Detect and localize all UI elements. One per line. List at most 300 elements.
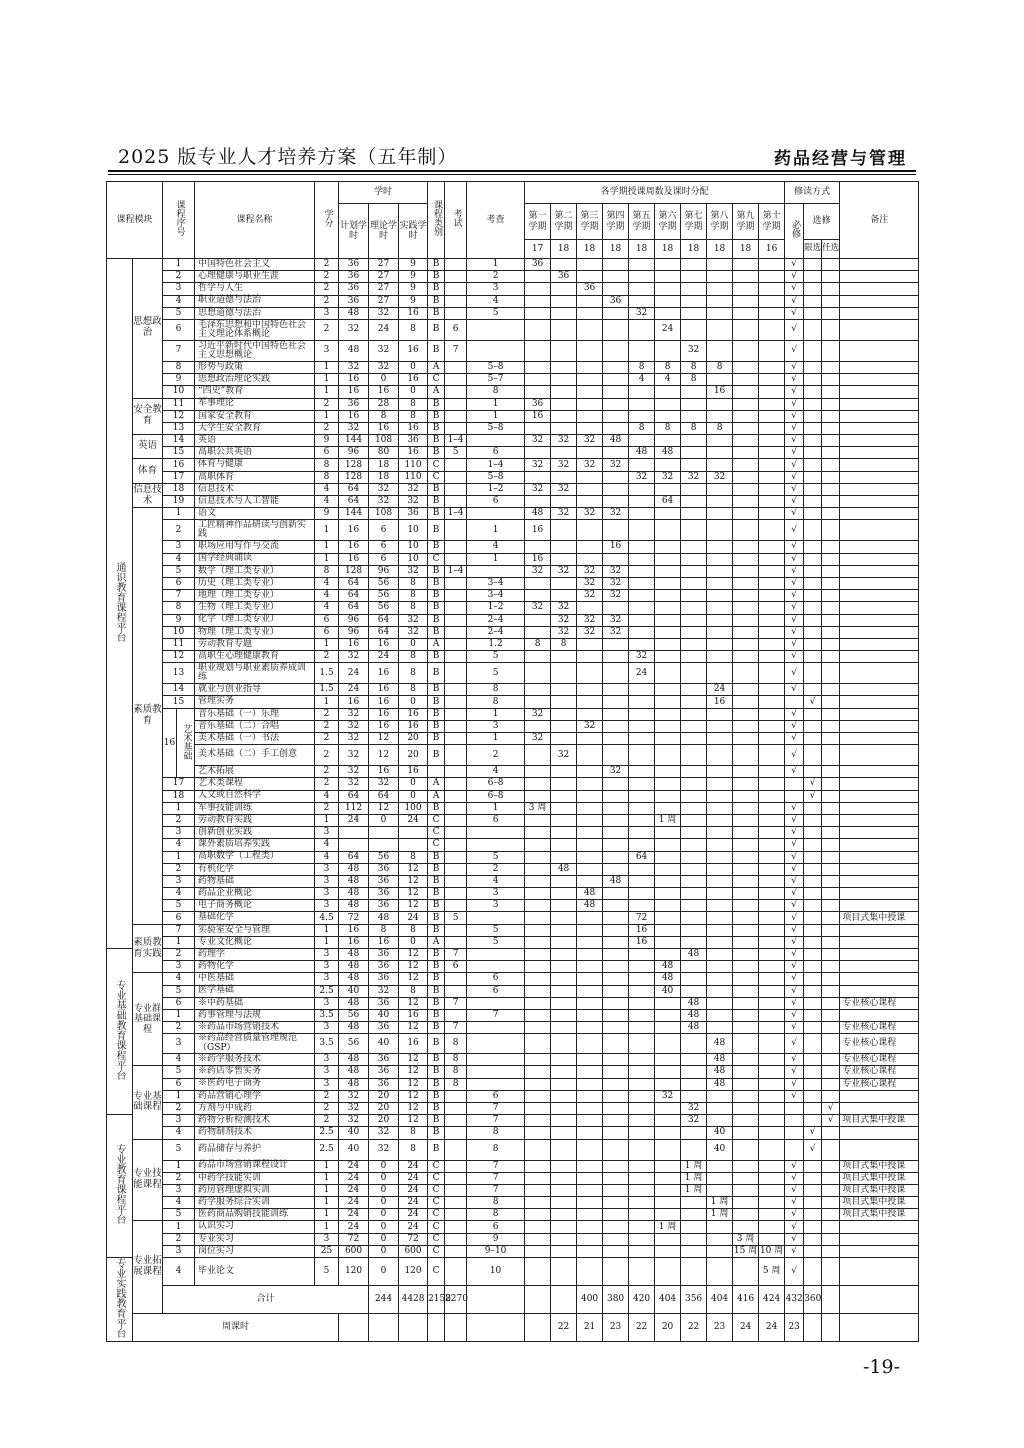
semester-cell [733, 720, 759, 732]
semester-cell: 32 [603, 565, 629, 577]
semester-cell [603, 520, 629, 541]
semester-cell: 48 [707, 1054, 733, 1066]
course-name: 劳动教育专题 [195, 638, 315, 650]
hours-cell: 8 [399, 651, 428, 663]
semester-cell [681, 1054, 707, 1066]
semester-cell [655, 790, 681, 802]
semester-cell [551, 374, 577, 386]
semester-cell [707, 271, 733, 283]
header-semester-3: 第三学期 [577, 204, 603, 240]
category-cell: B [428, 1022, 445, 1034]
semester-cell [577, 1078, 603, 1090]
required-cell: √ [785, 471, 804, 483]
remark-cell [840, 802, 919, 814]
semester-cell [551, 541, 577, 553]
semester-cell [603, 1139, 629, 1160]
required-cell: √ [785, 435, 804, 447]
exam-cell [445, 1258, 467, 1286]
semester-cell [603, 1233, 629, 1245]
required-cell: √ [785, 1172, 804, 1184]
remark-cell [840, 1258, 919, 1286]
semester-cell [577, 1209, 603, 1221]
semester-cell [525, 1197, 551, 1209]
check-cell: 6 [467, 973, 525, 985]
hours-cell: 48 [339, 900, 369, 912]
credit-cell: 2 [315, 651, 339, 663]
semester-cell [759, 283, 785, 295]
category-cell: B [428, 520, 445, 541]
semester-cell [733, 541, 759, 553]
semester-cell [707, 924, 733, 936]
hours-cell: 12 [399, 973, 428, 985]
optional-elective-cell [822, 790, 840, 802]
category-cell: B [428, 410, 445, 422]
semester-cell: 32 [629, 471, 655, 483]
semester-cell [629, 745, 655, 766]
semester-cell [525, 386, 551, 398]
limited-elective-cell [804, 626, 822, 638]
semester-cell [655, 708, 681, 720]
semester-cell [759, 565, 785, 577]
category-cell: C [428, 1209, 445, 1221]
semester-cell [525, 720, 551, 732]
hours-cell: 18 [369, 459, 399, 471]
course-seq: 6 [163, 319, 195, 340]
optional-elective-cell [822, 307, 840, 319]
hours-cell: 16 [339, 374, 369, 386]
optional-elective-cell [822, 496, 840, 508]
semester-cell [655, 827, 681, 839]
semester-cell [759, 696, 785, 708]
semester-cell [655, 590, 681, 602]
hours-cell: 32 [369, 361, 399, 373]
semester-cell [577, 398, 603, 410]
course-seq: 6 [163, 912, 195, 924]
semester-cell [629, 614, 655, 626]
hours-cell: 64 [339, 790, 369, 802]
course-seq: 10 [163, 626, 195, 638]
table-row [107, 1102, 919, 1114]
course-seq: 3 [163, 961, 195, 973]
semester-cell [707, 814, 733, 826]
semester-cell: 32 [551, 435, 577, 447]
exam-cell [445, 839, 467, 851]
credit-cell: 2 [315, 295, 339, 307]
semester-cell [681, 259, 707, 271]
semester-cell [525, 295, 551, 307]
remark-cell [840, 696, 919, 708]
remark-cell [840, 520, 919, 541]
semester-cell [577, 1009, 603, 1021]
course-name: 劳动教育实践 [195, 814, 315, 826]
semester-cell: 10 周 [759, 1245, 784, 1256]
semester-cell [733, 307, 759, 319]
semester-cell [629, 839, 655, 851]
remark-cell [840, 541, 919, 553]
hours-cell: 100 [399, 802, 428, 814]
semester-cell [681, 827, 707, 839]
total-row-cell: 2158 [428, 1286, 445, 1314]
exam-cell [445, 295, 467, 307]
semester-cell: 32 [629, 307, 655, 319]
category-cell: B [428, 973, 445, 985]
weekly-hours-row-cell: 23 [707, 1314, 733, 1342]
semester-cell [707, 1022, 733, 1034]
credit-cell: 1 [315, 1160, 339, 1172]
semester-cell [707, 1233, 733, 1245]
credit-cell: 3 [315, 1066, 339, 1078]
course-seq: 2 [163, 1022, 195, 1034]
exam-cell: 8 [445, 1034, 467, 1054]
limited-elective-cell [804, 973, 822, 985]
semester-cell [759, 271, 785, 283]
course-name: ※药品经营质量管理规范（GSP） [195, 1034, 315, 1054]
check-cell: 3–4 [467, 577, 525, 589]
check-cell: 1 [467, 708, 525, 720]
semester-cell: 1 周 [707, 1209, 733, 1221]
check-cell: 6 [467, 1090, 525, 1102]
table-row [107, 1139, 919, 1160]
category-cell: B [428, 1054, 445, 1066]
course-name: 数学（理工类专业） [195, 565, 315, 577]
semester-cell [707, 447, 733, 459]
module-label: 专业拓展课程 [133, 1221, 163, 1314]
credit-cell: 3 [315, 863, 339, 875]
course-name: 药品市场营销课程设计 [195, 1160, 315, 1172]
optional-elective-cell [822, 374, 840, 386]
semester-cell [525, 663, 551, 684]
semester-cell [681, 1066, 707, 1078]
check-cell: 5 [467, 936, 525, 948]
exam-cell [445, 1209, 467, 1221]
optional-elective-cell [822, 410, 840, 422]
semester-cell [759, 1066, 785, 1078]
semester-cell [551, 900, 577, 912]
semester-cell [759, 1184, 785, 1196]
category-cell: B [428, 1009, 445, 1021]
check-cell: 8 [467, 386, 525, 398]
course-seq: 6 [163, 1078, 195, 1090]
semester-cell [655, 1184, 681, 1196]
hours-cell: 0 [399, 696, 428, 708]
semester-cell [551, 283, 577, 295]
semester-cell [629, 590, 655, 602]
optional-elective-cell [822, 1172, 840, 1184]
check-cell [467, 319, 525, 340]
remark-cell: 项目式集中授课 [840, 1115, 919, 1127]
credit-cell: 3 [315, 997, 339, 1009]
header-weeks-10: 16 [759, 240, 785, 259]
semester-cell [655, 1245, 681, 1257]
semester-cell [525, 1160, 551, 1172]
hours-cell: 64 [339, 590, 369, 602]
semester-cell: 32 [577, 459, 603, 471]
check-cell [467, 912, 525, 924]
semester-cell: 32 [525, 483, 551, 495]
header-practice-hours: 实践学时 [399, 204, 428, 259]
semester-cell [551, 410, 577, 422]
check-cell: 4 [467, 875, 525, 887]
semester-cell: 48 [707, 1078, 733, 1090]
semester-cell [707, 259, 733, 271]
required-cell: √ [785, 900, 804, 912]
hours-cell: 16 [339, 410, 369, 422]
credit-cell: 1 [315, 374, 339, 386]
semester-cell [733, 814, 759, 826]
hours-cell: 12 [399, 888, 428, 900]
semester-cell [733, 577, 759, 589]
table-row [107, 720, 919, 732]
hours-cell: 64 [339, 851, 369, 863]
semester-cell [629, 1160, 655, 1172]
semester-cell [577, 1034, 603, 1054]
table-row [107, 626, 919, 638]
semester-cell [707, 900, 733, 912]
credit-cell: 3 [315, 949, 339, 961]
semester-cell [759, 590, 785, 602]
check-cell: 5–8 [467, 471, 525, 483]
weekly-hours-row-cell: 20 [655, 1314, 681, 1342]
category-cell: C [428, 814, 445, 826]
hours-cell: 32 [399, 626, 428, 638]
exam-cell [445, 663, 467, 684]
credit-cell: 1 [315, 696, 339, 708]
semester-cell [681, 520, 707, 541]
semester-cell [525, 340, 551, 361]
total-row-cell: 404 [707, 1286, 733, 1314]
required-cell [785, 1115, 804, 1127]
semester-cell [733, 638, 759, 650]
semester-cell: 48 [577, 900, 603, 912]
remark-cell [840, 319, 919, 340]
remark-cell [840, 602, 919, 614]
table-row [107, 863, 919, 875]
header-category: 课程类别 [428, 182, 445, 259]
semester-cell: 32 [551, 508, 577, 520]
semester-cell [759, 410, 785, 422]
semester-cell: 32 [551, 614, 577, 626]
header-rule-thin [108, 174, 916, 175]
credit-cell: 1 [315, 1184, 339, 1196]
category-cell: B [428, 684, 445, 696]
semester-cell [759, 684, 785, 696]
table-row [107, 1221, 919, 1233]
required-cell: √ [785, 1245, 804, 1257]
semester-cell [603, 386, 629, 398]
semester-cell [629, 553, 655, 565]
semester-cell: 36 [603, 295, 629, 307]
credit-cell: 1 [315, 1172, 339, 1184]
category-cell: B [428, 745, 445, 766]
header-required: 必修 [785, 204, 804, 259]
hours-cell: 8 [399, 684, 428, 696]
optional-elective-cell [822, 483, 840, 495]
course-seq: 6 [163, 577, 195, 589]
semester-cell [603, 863, 629, 875]
credit-cell: 3.5 [315, 1009, 339, 1021]
semester-cell [733, 553, 759, 565]
semester-cell [603, 1197, 629, 1209]
semester-cell [525, 1034, 551, 1054]
hours-cell: 24 [399, 1184, 428, 1196]
optional-elective-cell [822, 936, 840, 948]
semester-cell [707, 973, 733, 985]
optional-elective-cell [822, 398, 840, 410]
header-theory-hours: 理论学时 [369, 204, 399, 259]
semester-cell [551, 1245, 577, 1257]
weekly-hours-row-cell [445, 1314, 467, 1342]
semester-cell [681, 447, 707, 459]
hours-cell: 40 [339, 1139, 369, 1160]
credit-cell: 1 [315, 386, 339, 398]
semester-cell [733, 875, 759, 887]
semester-cell [655, 1102, 681, 1114]
semester-cell [525, 1066, 551, 1078]
semester-cell: 32 [603, 590, 629, 602]
semester-cell [629, 1034, 655, 1054]
table-row [107, 708, 919, 720]
semester-cell [707, 626, 733, 638]
semester-cell [525, 851, 551, 863]
semester-cell [603, 851, 629, 863]
limited-elective-cell [804, 1078, 822, 1090]
semester-cell: 32 [681, 471, 707, 483]
semester-cell [759, 1233, 785, 1245]
header-weeks-7: 18 [681, 240, 707, 259]
credit-cell: 4 [315, 602, 339, 614]
optional-elective-cell [822, 875, 840, 887]
semester-cell [655, 875, 681, 887]
credit-cell: 2.5 [315, 1139, 339, 1160]
hours-cell: 0 [369, 374, 399, 386]
course-name: ※医药电子商务 [195, 1078, 315, 1090]
semester-cell: 32 [603, 459, 629, 471]
hours-cell: 24 [369, 651, 399, 663]
semester-cell [707, 1258, 733, 1286]
semester-cell [629, 541, 655, 553]
hours-cell: 6 [369, 541, 399, 553]
required-cell: √ [785, 745, 804, 766]
table-row [107, 912, 919, 924]
course-seq: 3 [163, 827, 195, 839]
semester-cell: 16 [525, 520, 551, 541]
course-name: 思想道德与法治 [195, 307, 315, 319]
limited-elective-cell [804, 733, 822, 745]
credit-cell: 8 [315, 459, 339, 471]
semester-cell [629, 900, 655, 912]
remark-cell [840, 888, 919, 900]
semester-cell [551, 520, 577, 541]
hours-cell: 20 [399, 745, 428, 766]
limited-elective-cell [804, 638, 822, 650]
optional-elective-cell [822, 508, 840, 520]
semester-cell [655, 1258, 681, 1286]
remark-cell [840, 778, 919, 790]
semester-cell: 24 [707, 684, 733, 696]
weekly-hours-row-cell: 21 [577, 1314, 603, 1342]
credit-cell: 4 [315, 790, 339, 802]
hours-cell: 16 [399, 720, 428, 732]
semester-cell [551, 778, 577, 790]
semester-cell [577, 471, 603, 483]
remark-cell [840, 663, 919, 684]
hours-cell: 36 [369, 949, 399, 961]
category-cell: B [428, 875, 445, 887]
limited-elective-cell [804, 590, 822, 602]
semester-cell [577, 924, 603, 936]
semester-cell [551, 802, 577, 814]
credit-cell: 2 [315, 720, 339, 732]
optional-elective-cell [822, 340, 840, 361]
category-cell: B [428, 590, 445, 602]
semester-cell [655, 1009, 681, 1021]
course-name: 化学（理工类专业） [195, 614, 315, 626]
semester-cell [629, 259, 655, 271]
semester-cell [525, 447, 551, 459]
semester-cell [733, 1009, 759, 1021]
remark-cell [840, 1221, 919, 1233]
semester-cell: 32 [577, 508, 603, 520]
semester-cell [681, 1233, 707, 1245]
required-cell: √ [785, 295, 804, 307]
remark-cell [840, 1127, 919, 1139]
course-seq: 17 [163, 471, 195, 483]
semester-cell [655, 651, 681, 663]
hours-cell: 8 [399, 924, 428, 936]
course-seq: 4 [163, 1197, 195, 1209]
optional-elective-cell [822, 663, 840, 684]
required-cell: √ [785, 912, 804, 924]
hours-cell: 8 [399, 410, 428, 422]
semester-cell [759, 422, 785, 434]
semester-cell [629, 790, 655, 802]
limited-elective-cell [804, 1009, 822, 1021]
semester-cell [629, 802, 655, 814]
semester-cell [551, 1127, 577, 1139]
semester-cell [759, 900, 785, 912]
hours-cell: 12 [399, 949, 428, 961]
category-cell: B [428, 1034, 445, 1054]
table-row [107, 949, 919, 961]
module-label: 信息技术 [133, 483, 163, 507]
course-name: 美术基础（二）手工创意 [195, 745, 315, 766]
semester-cell [759, 973, 785, 985]
hours-cell: 10 [399, 520, 428, 541]
course-seq: 10 [163, 386, 195, 398]
semester-cell [525, 985, 551, 997]
hours-cell: 16 [339, 386, 369, 398]
optional-elective-cell [822, 471, 840, 483]
semester-cell [733, 1054, 759, 1066]
semester-cell [629, 1258, 655, 1286]
category-cell: B [428, 708, 445, 720]
remark-cell [840, 745, 919, 766]
semester-cell [655, 602, 681, 614]
header-semester-4: 第四学期 [603, 204, 629, 240]
semester-cell [681, 720, 707, 732]
course-name: 药物分析检测技术 [195, 1115, 315, 1127]
hours-cell: 18 [369, 471, 399, 483]
hours-cell: 8 [399, 985, 428, 997]
category-cell: B [428, 696, 445, 708]
course-name: 高职体育 [195, 471, 315, 483]
semester-cell [655, 1066, 681, 1078]
course-seq: 4 [163, 1054, 195, 1066]
required-cell: √ [785, 283, 804, 295]
credit-cell: 1 [315, 1197, 339, 1209]
semester-cell [681, 663, 707, 684]
limited-elective-cell: √ [804, 1127, 822, 1139]
